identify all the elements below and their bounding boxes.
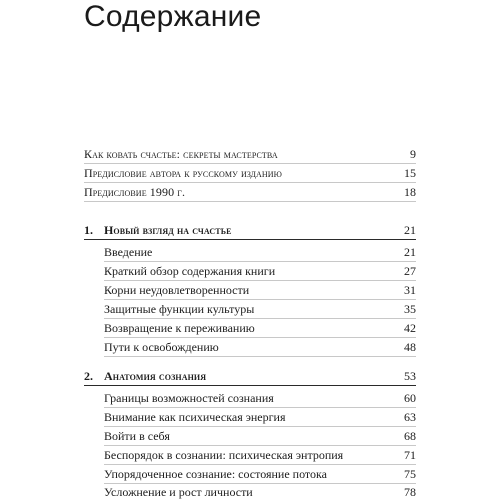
toc-entry-page: 31	[404, 283, 416, 297]
divider	[104, 280, 416, 281]
toc-section-2-3[interactable]	[84, 428, 416, 444]
toc-entry-label: Пути к освобождению	[104, 340, 219, 354]
toc-entry-page: 27	[404, 264, 416, 278]
chapter-number: 2.	[84, 369, 93, 383]
chapter-title: Новый взгляд на счастье	[104, 223, 232, 237]
toc-section-1-1[interactable]	[84, 244, 416, 260]
toc-entry-label: Предисловие 1990 г.	[84, 185, 186, 199]
chapter-page: 21	[404, 223, 416, 237]
divider	[84, 201, 416, 202]
divider	[104, 464, 416, 465]
toc-entry-front-2[interactable]	[84, 165, 416, 181]
page-title: Содержание	[84, 0, 262, 33]
toc-section-1-4[interactable]	[84, 301, 416, 317]
toc-section-2-5[interactable]	[84, 466, 416, 482]
toc-entry-label: Краткий обзор содержания книги	[104, 264, 276, 278]
toc-entry-page: 35	[404, 302, 416, 316]
toc-entry-page: 63	[404, 410, 416, 424]
divider	[104, 445, 416, 446]
toc-entry-label: Войти в себя	[104, 429, 170, 443]
divider	[104, 261, 416, 262]
toc-section-1-5[interactable]	[84, 320, 416, 336]
toc-entry-label: Как ковать счастье: секреты мастерства	[84, 147, 278, 161]
toc-entry-page: 78	[404, 485, 416, 499]
toc-entry-page: 9	[410, 147, 416, 161]
toc-entry-label: Предисловие автора к русскому изданию	[84, 166, 282, 180]
chapter-number: 1.	[84, 223, 93, 237]
chapter-page: 53	[404, 369, 416, 383]
toc-entry-label: Беспорядок в сознании: психическая энтропия	[104, 448, 344, 462]
toc-entry-label: Границы возможностей сознания	[104, 391, 274, 405]
chapter-title: Анатомия сознания	[104, 369, 207, 383]
toc-section-1-3[interactable]	[84, 282, 416, 298]
chapter-divider	[84, 385, 416, 386]
toc-section-2-4[interactable]	[84, 447, 416, 463]
toc-entry-page: 15	[404, 166, 416, 180]
toc-entry-page: 18	[404, 185, 416, 199]
divider	[104, 426, 416, 427]
divider	[84, 182, 416, 183]
toc-section-1-2[interactable]	[84, 263, 416, 279]
toc-chapter-1[interactable]	[84, 222, 416, 238]
divider	[104, 337, 416, 338]
toc-entry-page: 48	[404, 340, 416, 354]
divider	[104, 299, 416, 300]
toc-entry-page: 21	[404, 245, 416, 259]
toc-entry-front-3[interactable]	[84, 184, 416, 200]
divider	[104, 318, 416, 319]
toc-entry-label: Введение	[104, 245, 153, 259]
toc-section-1-6[interactable]	[84, 339, 416, 355]
toc-entry-label: Внимание как психическая энергия	[104, 410, 286, 424]
chapter-divider	[84, 239, 416, 240]
toc-entry-page: 71	[404, 448, 416, 462]
toc-entry-label: Защитные функции культуры	[104, 302, 255, 316]
divider	[84, 163, 416, 164]
toc-section-2-1[interactable]	[84, 390, 416, 406]
divider	[104, 356, 416, 357]
toc-entry-page: 60	[404, 391, 416, 405]
toc-entry-label: Корни неудовлетворенности	[104, 283, 250, 297]
toc-section-2-2[interactable]	[84, 409, 416, 425]
toc-entry-label: Упорядоченное сознание: состояние потока	[104, 467, 327, 481]
toc-entry-page: 42	[404, 321, 416, 335]
toc-entry-front-1[interactable]	[84, 146, 416, 162]
toc-section-2-6[interactable]	[84, 484, 416, 500]
toc-entry-label: Усложнение и рост личности	[104, 485, 253, 499]
toc-chapter-2[interactable]	[84, 368, 416, 384]
toc-entry-page: 68	[404, 429, 416, 443]
toc-entry-label: Возвращение к переживанию	[104, 321, 255, 335]
divider	[104, 407, 416, 408]
toc-entry-page: 75	[404, 467, 416, 481]
